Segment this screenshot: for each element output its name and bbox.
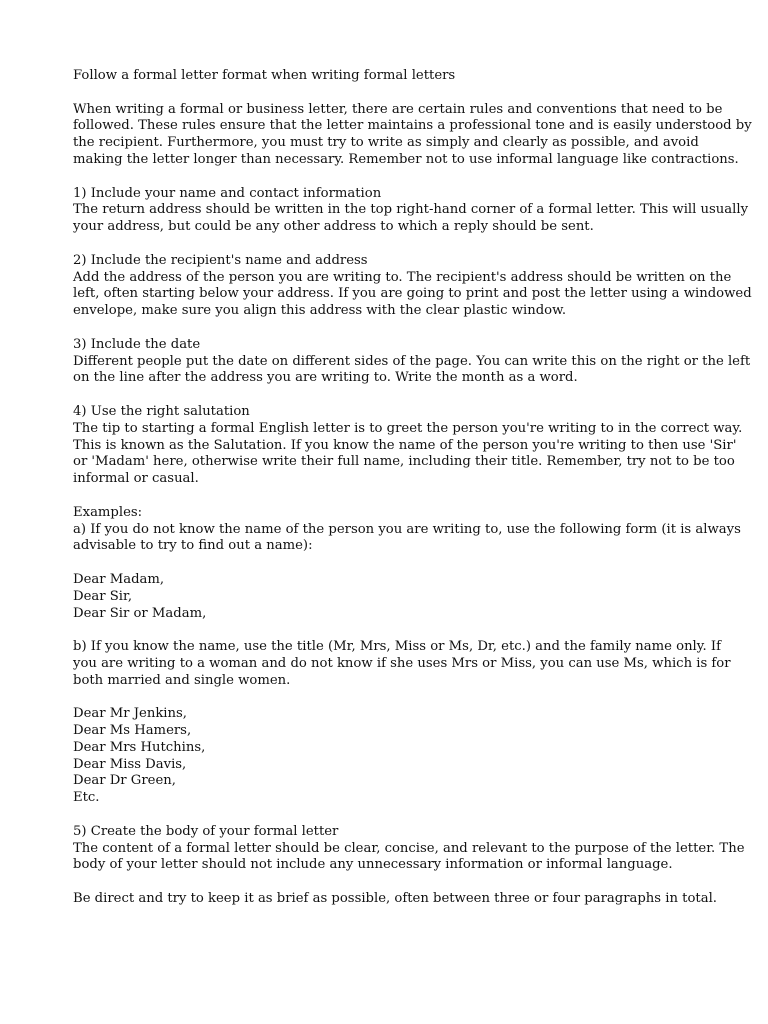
section-line: your address, but could be any other address to which a reply should be sent. bbox=[73, 219, 594, 235]
section-step-1 bbox=[73, 185, 749, 236]
intro-line: the recipient. Furthermore, you must try to write as simply and clearly as possible, and avoid bbox=[73, 135, 699, 151]
section-line: envelope, make sure you align this address with the clear plastic window. bbox=[73, 303, 567, 319]
closing-paragraph: Be direct and try to keep it as brief as possible, often between three or four paragraphs in total. bbox=[73, 891, 717, 907]
document-page bbox=[73, 68, 752, 908]
section-line: The content of a formal letter should be clear, concise, and relevant to the purpose of the letter. The bbox=[73, 840, 745, 856]
section-line: The tip to starting a formal English letter is to greet the person you're writing to in the correct way. bbox=[73, 420, 743, 436]
salutation-item: Dear Sir or Madam, bbox=[73, 605, 207, 621]
section-step-4 bbox=[73, 403, 743, 488]
intro-line: When writing a formal or business letter, there are certain rules and conventions that need to be bbox=[73, 101, 723, 117]
document-title: Follow a formal letter format when writing formal letters bbox=[73, 68, 456, 83]
salutation-item: Dear Sir, bbox=[73, 588, 133, 604]
section-heading: 1) Include your name and contact information bbox=[73, 185, 382, 201]
example-a-salutation-list bbox=[73, 572, 713, 622]
salutation-item: Dear Ms Hamers, bbox=[73, 723, 192, 739]
spacer bbox=[73, 320, 713, 337]
examples-section bbox=[73, 504, 741, 555]
section-heading: 2) Include the recipient's name and address bbox=[73, 252, 368, 268]
spacer bbox=[73, 85, 713, 102]
example-b-line: b) If you know the name, use the title (Mr, Mrs, Miss or Ms, Dr, etc.) and the family name only. If bbox=[73, 639, 721, 655]
section-line: Different people put the date on different sides of the page. You can write this on the right or the left bbox=[73, 353, 751, 369]
section-heading: 4) Use the right salutation bbox=[73, 403, 250, 419]
spacer bbox=[73, 622, 713, 639]
example-a-line: advisable to try to find out a name): bbox=[73, 538, 313, 554]
section-line: The return address should be written in the top right-hand corner of a formal letter. This will usually bbox=[73, 202, 749, 218]
intro-line: making the letter longer than necessary. Remember not to use informal language like contractions. bbox=[73, 151, 739, 167]
section-step-3 bbox=[73, 336, 751, 387]
section-line: left, often starting below your address. If you are going to print and post the letter using a windowed bbox=[73, 286, 752, 302]
spacer bbox=[73, 689, 713, 706]
example-b-paragraph bbox=[73, 639, 731, 689]
intro-paragraph bbox=[73, 101, 752, 169]
section-step-5 bbox=[73, 823, 745, 874]
spacer bbox=[73, 488, 713, 505]
section-line: informal or casual. bbox=[73, 471, 199, 487]
example-a-line: a) If you do not know the name of the person you are writing to, use the following form (it is always bbox=[73, 521, 741, 537]
section-heading: 5) Create the body of your formal letter bbox=[73, 823, 339, 839]
salutation-item: Dear Mr Jenkins, bbox=[73, 706, 187, 722]
spacer bbox=[73, 807, 713, 824]
spacer bbox=[73, 874, 713, 891]
section-line: body of your letter should not include any unnecessary information or informal language. bbox=[73, 857, 673, 873]
section-line: or 'Madam' here, otherwise write their full name, including their title. Remember, try not to be too bbox=[73, 454, 735, 470]
salutation-item: Dear Dr Green, bbox=[73, 773, 176, 789]
salutation-item: Dear Madam, bbox=[73, 571, 165, 587]
section-line: This is known as the Salutation. If you know the name of the person you're writing to then use 'Sir' bbox=[73, 437, 737, 453]
example-b-line: both married and single women. bbox=[73, 672, 291, 688]
examples-heading: Examples: bbox=[73, 504, 143, 520]
spacer bbox=[73, 387, 713, 404]
spacer bbox=[73, 169, 713, 186]
intro-line: followed. These rules ensure that the letter maintains a professional tone and is easily understood by bbox=[73, 118, 752, 134]
example-b-salutation-list bbox=[73, 706, 713, 807]
example-b-line: you are writing to a woman and do not know if she uses Mrs or Miss, you can use Ms, which is for bbox=[73, 655, 731, 671]
section-heading: 3) Include the date bbox=[73, 336, 201, 352]
salutation-item: Etc. bbox=[73, 790, 100, 806]
section-line: Add the address of the person you are writing to. The recipient's address should be written on the bbox=[73, 269, 732, 285]
section-line: on the line after the address you are writing to. Write the month as a word. bbox=[73, 370, 578, 386]
section-step-2 bbox=[73, 252, 752, 320]
spacer bbox=[73, 555, 713, 572]
spacer bbox=[73, 236, 713, 253]
salutation-item: Dear Mrs Hutchins, bbox=[73, 739, 206, 755]
salutation-item: Dear Miss Davis, bbox=[73, 756, 187, 772]
